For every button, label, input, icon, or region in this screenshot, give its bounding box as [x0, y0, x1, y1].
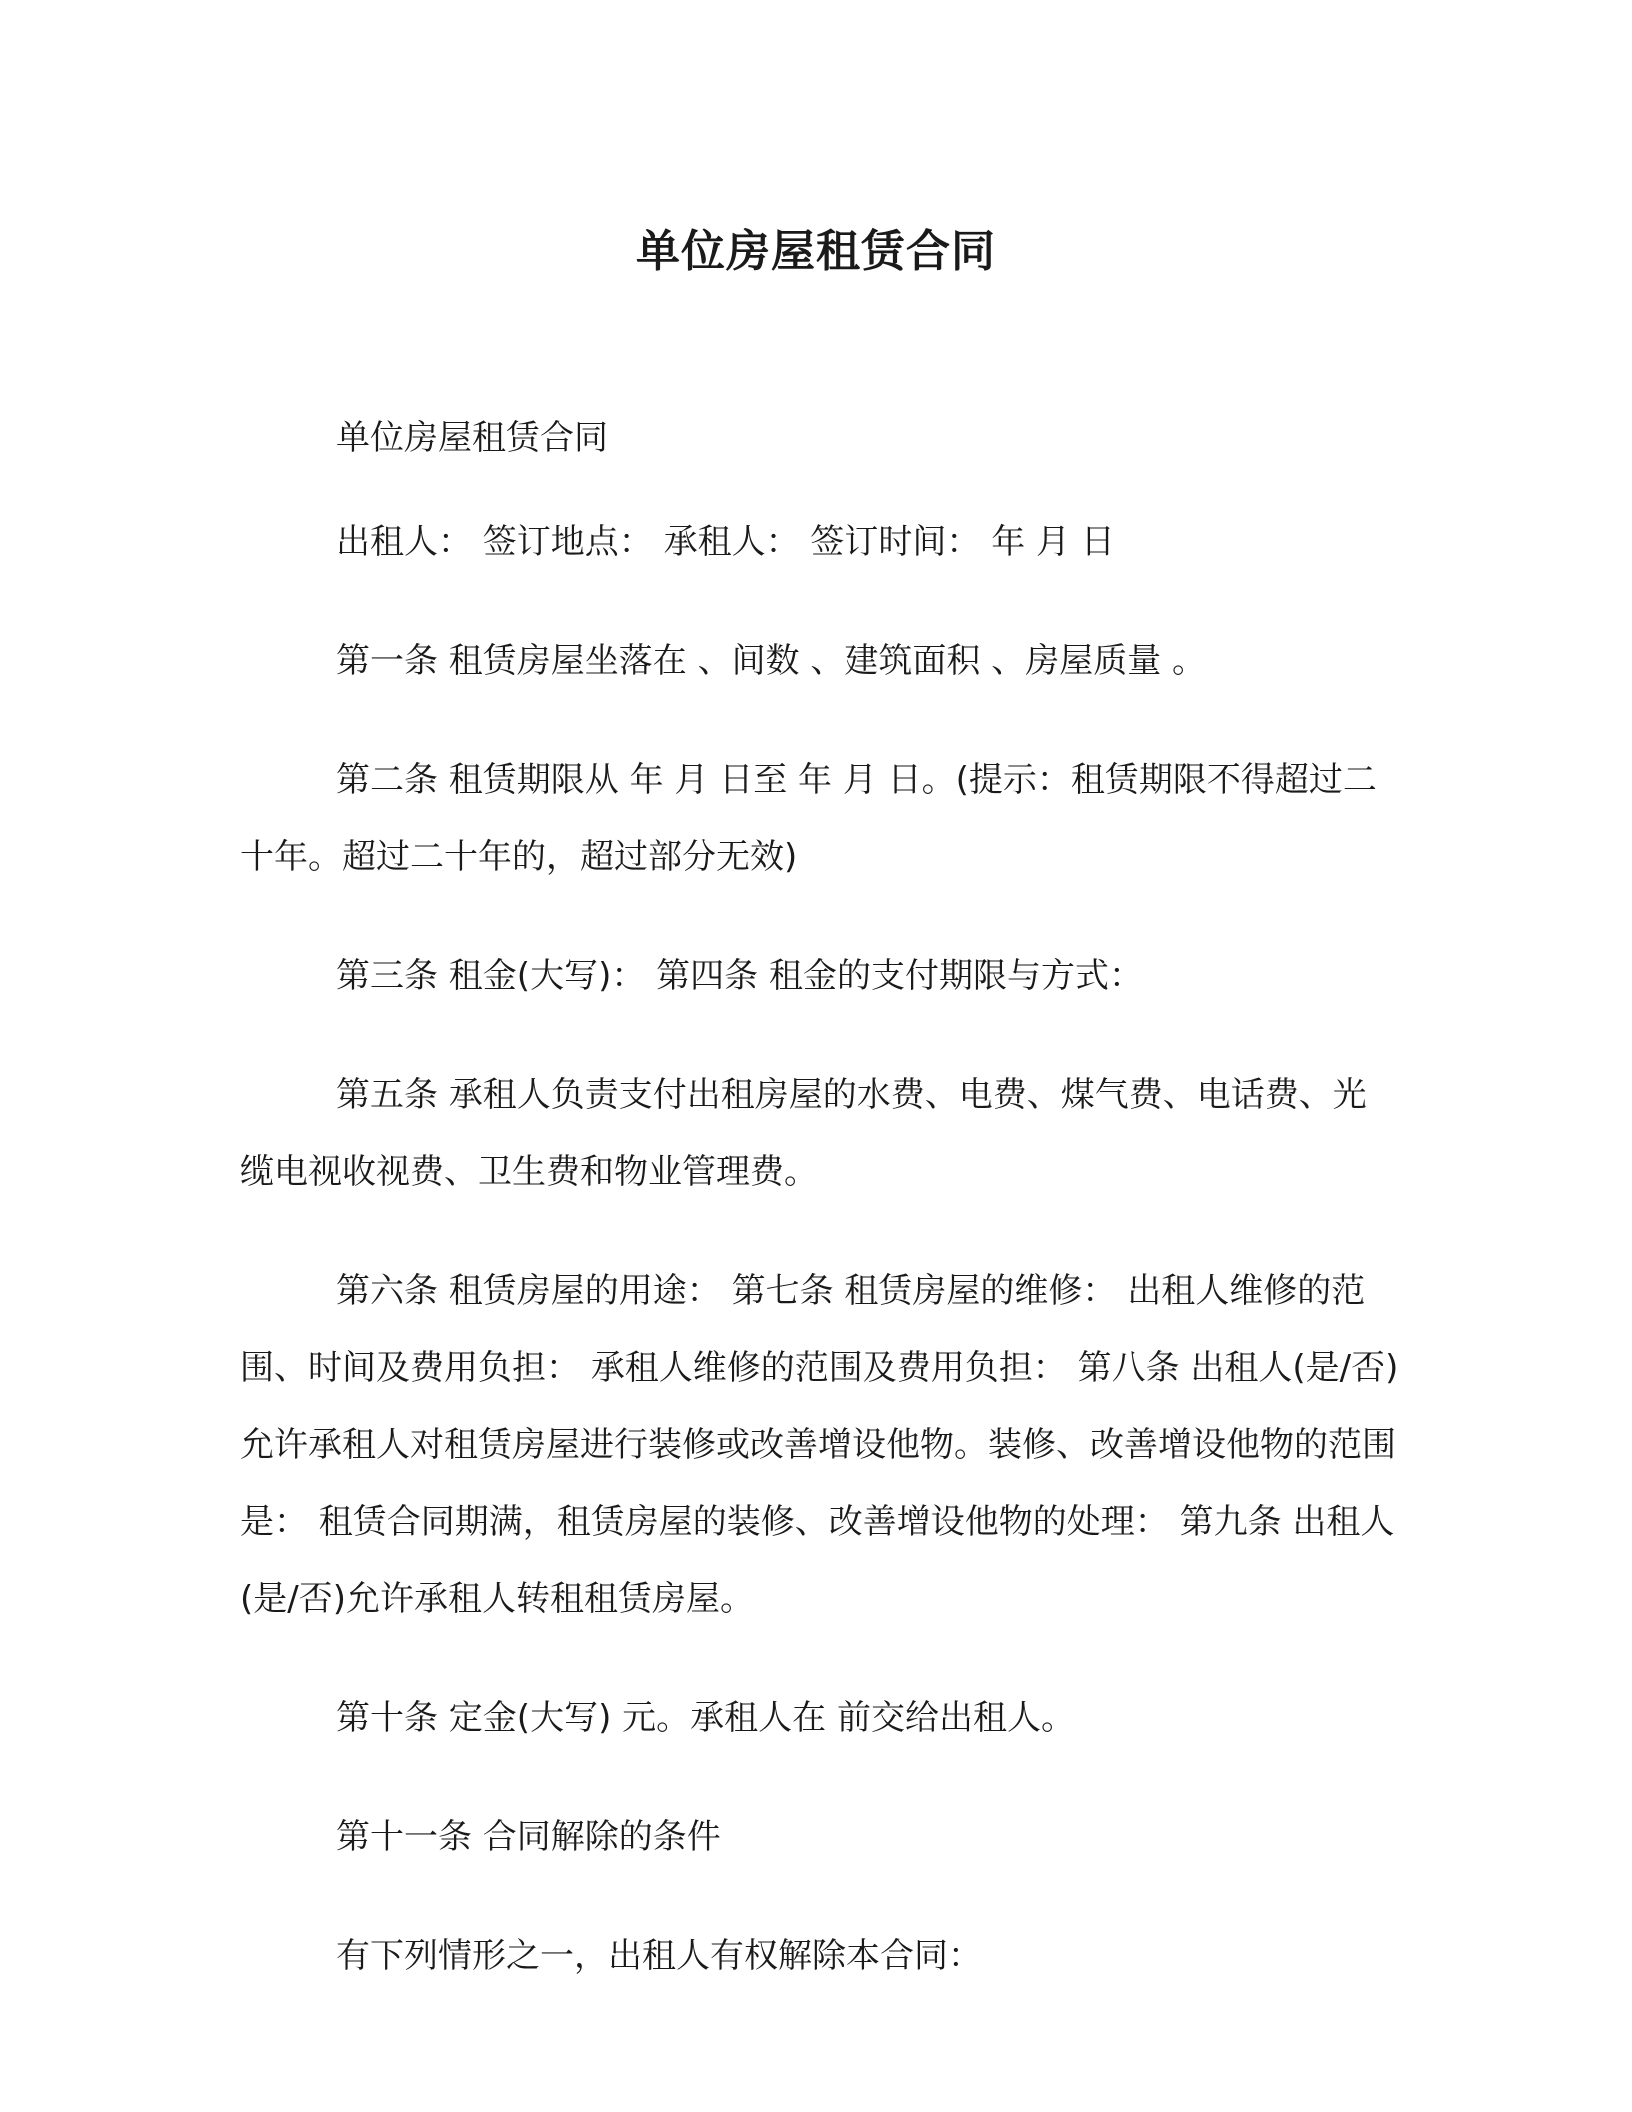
paragraph-article-11: 第十一条 合同解除的条件 [336, 1817, 721, 1857]
paragraph-article-2: 第二条 租赁期限从 年 月 日至 年 月 日。(提示：租赁期限不得超过二十年。超过二十年的，超过部分无效) [240, 760, 1377, 877]
paragraph-termination-conditions: 有下列情形之一，出租人有权解除本合同： [336, 1936, 982, 1976]
document-title: 单位房屋租赁合同 [636, 226, 996, 277]
paragraph-article-3-4: 第三条 租金(大写)： 第四条 租金的支付期限与方式： [336, 956, 1143, 996]
document-body [240, 400, 1400, 2037]
paragraph-article-5: 第五条 承租人负责支付出租房屋的水费、电费、煤气费、电话费、光缆电视收视费、卫生费和物业管理费。 [240, 1075, 1367, 1192]
paragraph-article-10: 第十条 定金(大写) 元。承租人在 前交给出租人。 [336, 1698, 1075, 1738]
paragraph-parties: 出租人： 签订地点： 承租人： 签订时间： 年 月 日 [336, 522, 1115, 562]
paragraph-heading: 单位房屋租赁合同 [336, 418, 608, 458]
paragraph-article-6-9: 第六条 租赁房屋的用途： 第七条 租赁房屋的维修： 出租人维修的范围、时间及费用负担： 承租人维修的范围及费用负担： 第八条 出租人(是/否)允许承租人对租赁房屋进行装修或改善增设他物。装修、改善增设他物的范围是： 租赁合同期满，租赁房屋的装修、改善增设他物的处理： 第九条 出租人(是/否)允许承租人转租租赁房屋。 [240, 1271, 1399, 1619]
paragraph-article-1: 第一条 租赁房屋坐落在 、间数 、建筑面积 、房屋质量 。 [336, 641, 1207, 681]
